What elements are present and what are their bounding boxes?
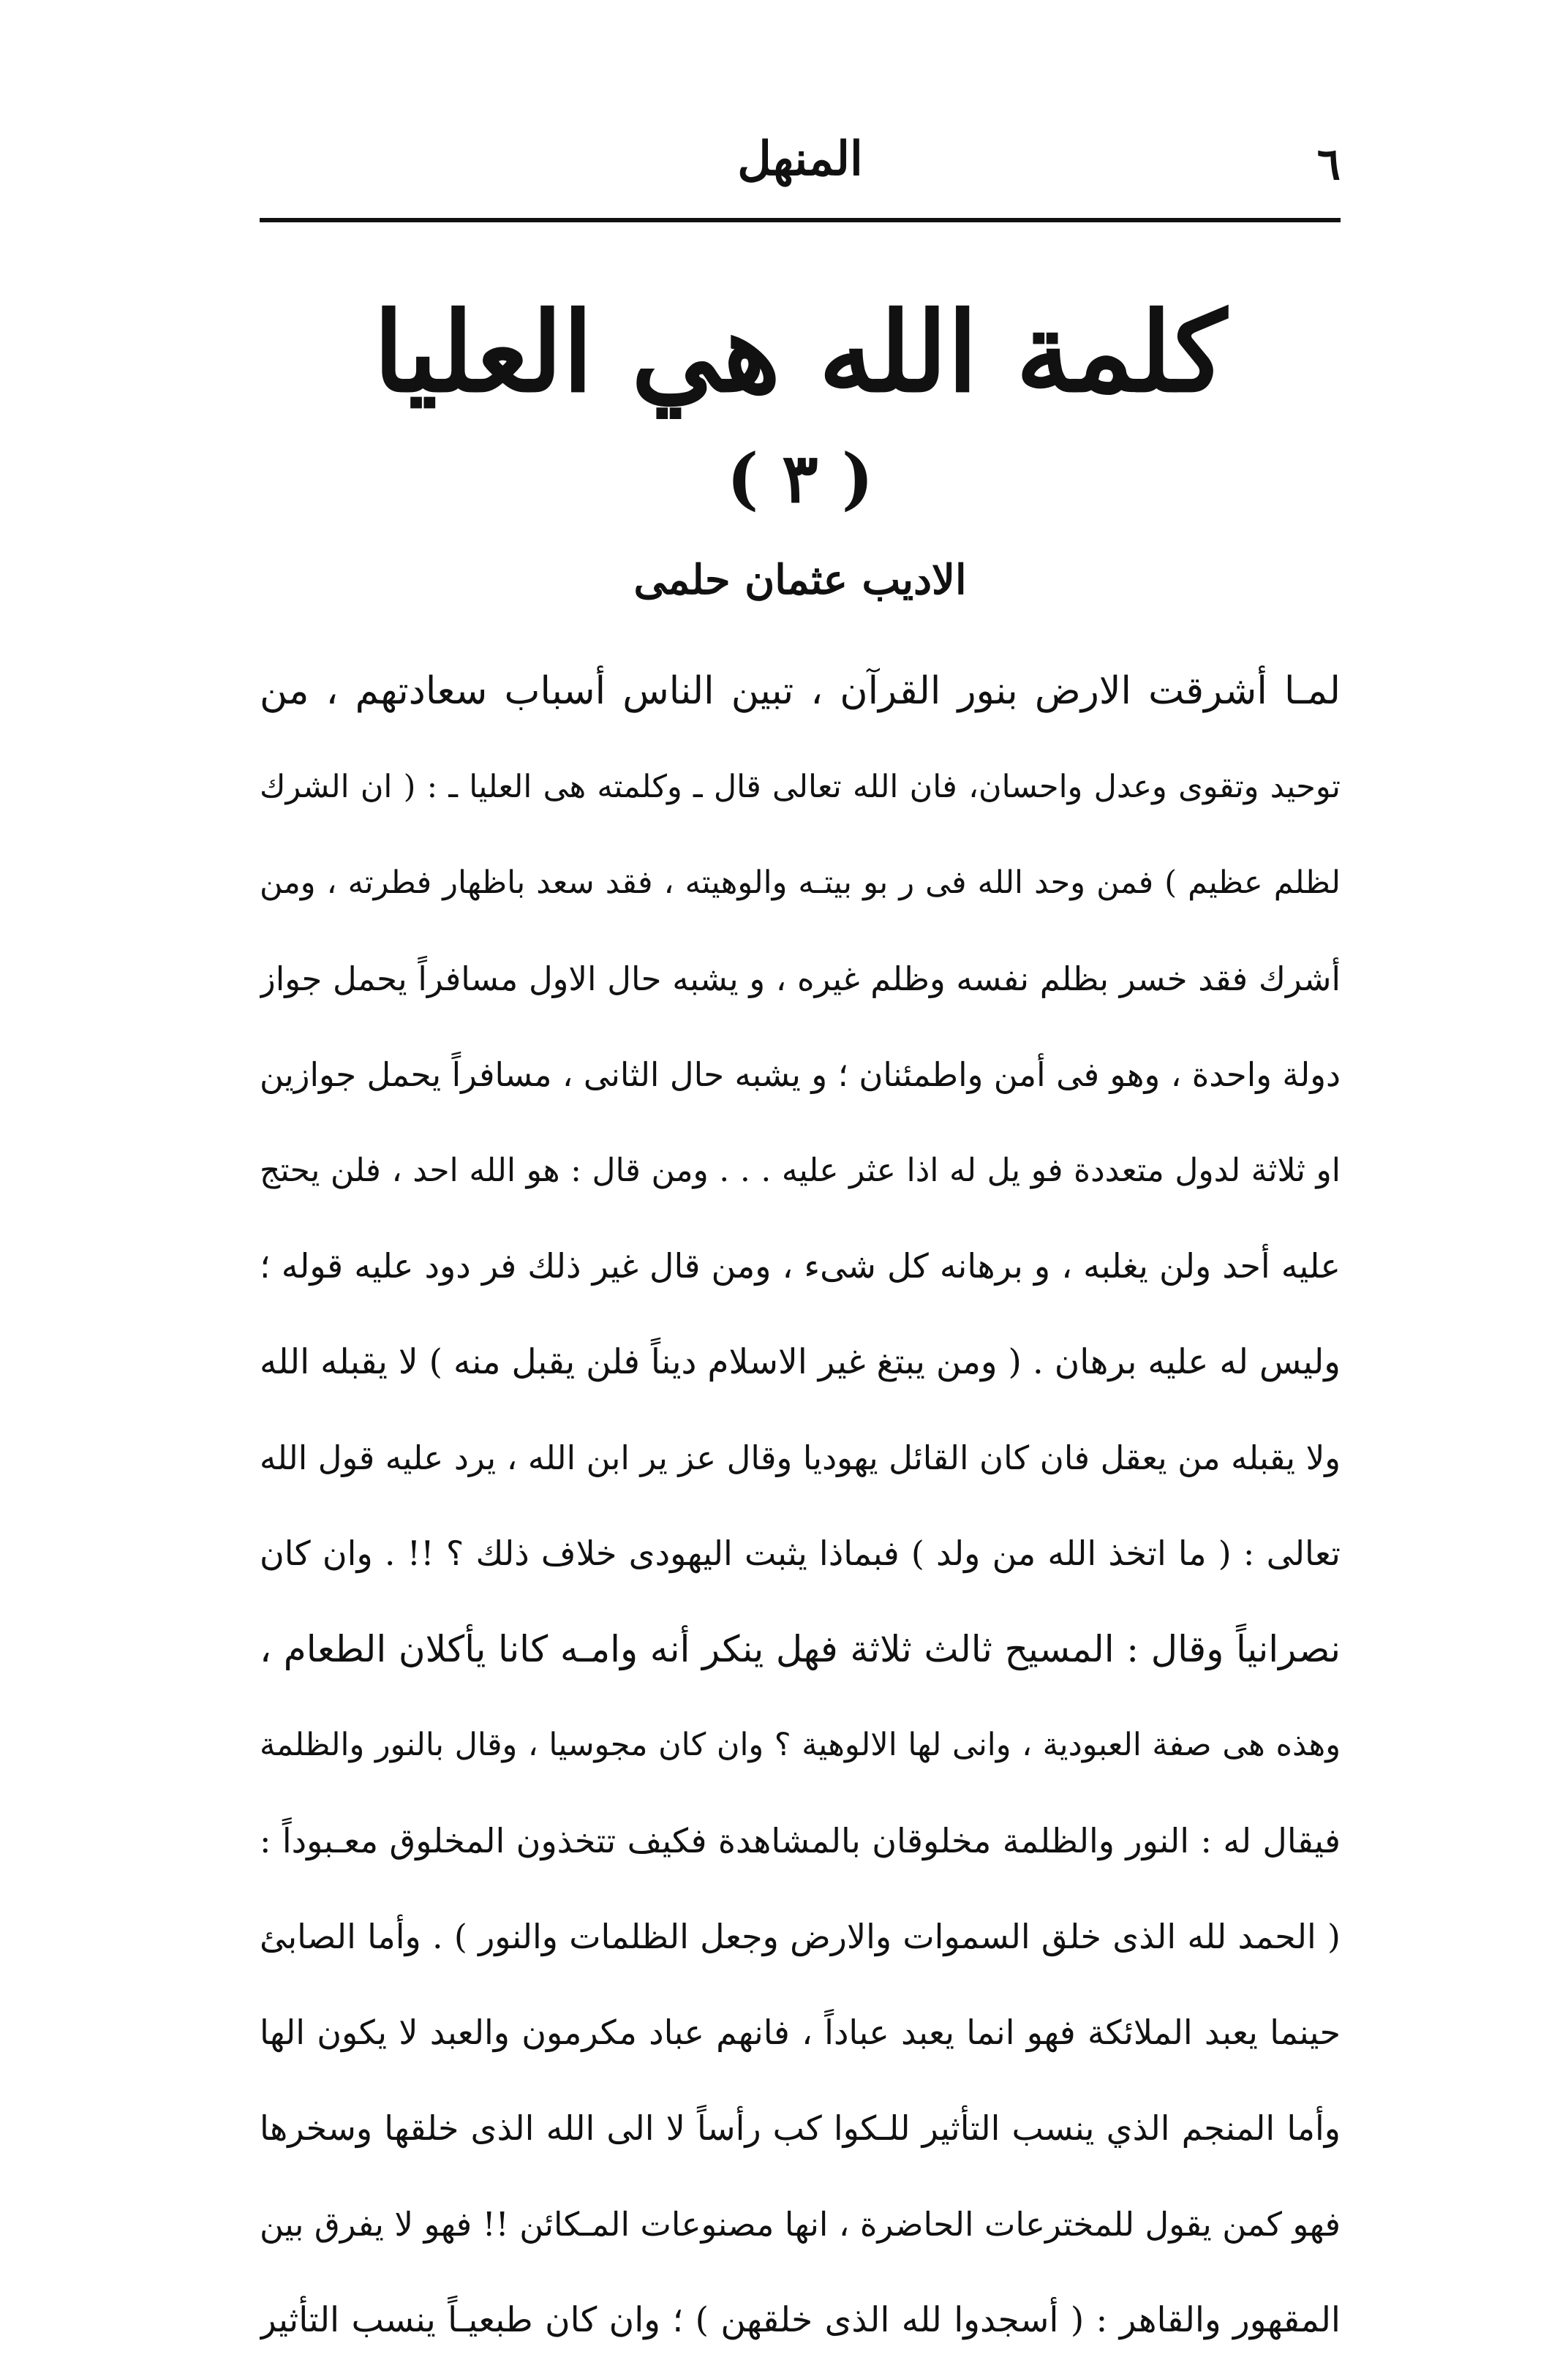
body-line: او ثلاثة لدول متعددة فو يل له اذا عثر عليه . . . ومن قال : هو الله احد ، فلن يحتج [260, 1152, 1341, 1189]
body-line: أشرك فقد خسر بظلم نفسه وظلم غيره ، و يشبه حال الاول مسافراً يحمل جواز [260, 959, 1341, 998]
body-line: لمـا أشرقت الارض بنور القرآن ، تبين الناس أسباب سعادتهم ، من [260, 669, 1341, 713]
journal-name: المنهل [737, 132, 863, 186]
article-part-number: ( ٣ ) [726, 439, 874, 518]
body-line: المقهور والقاهر : ( أسجدوا لله الذى خلقهن ) ؛ وان كان طبعيـاً ينسب التأثير [260, 2300, 1341, 2340]
body-line: فهو كمن يقول للمخترعات الحاضرة ، انها مصنوعات المـكائن !! فهو لا يفرق بين [260, 2205, 1341, 2244]
page-number: ٦ [1316, 139, 1341, 190]
body-line: وأما المنجم الذي ينسب التأثير للـكوا كب رأساً لا الى الله الذى خلقها وسخرها [260, 2108, 1341, 2148]
body-line: توحيد وتقوى وعدل واحسان، فان الله تعالى قال ـ وكلمته هى العليا ـ : ( ان الشرك [260, 769, 1341, 805]
article-body [260, 644, 1341, 2368]
body-line: وهذه هى صفة العبودية ، وانى لها الالوهية ؟ وان كان مجوسيا ، وقال بالنور والظلمة [260, 1727, 1341, 1763]
body-line: حينما يعبد الملائكة فهو انما يعبد عباداً ، فانهم عباد مكرمون والعبد لا يكون الها [260, 2013, 1341, 2052]
header-rule [260, 218, 1341, 222]
body-line: نصرانياً وقال : المسيح ثالث ثلاثة فهل ينكر أنه وامـه كانا يأكلان الطعام ، [260, 1628, 1341, 1670]
body-line: عليه أحد ولن يغلبه ، و برهانه كل شىء ، ومن قال غير ذلك فر دود عليه قوله ؛ [260, 1246, 1341, 1286]
body-line: دولة واحدة ، وهو فى أمن واطمئنان ؛ و يشبه حال الثانى ، مسافراً يحمل جوازين [260, 1055, 1341, 1094]
article-title: كلمة الله هي العليا [373, 288, 1227, 417]
body-line: فيقال له : النور والظلمة مخلوقان بالمشاهدة فكيف تتخذون المخلوق معـبوداً : [260, 1821, 1341, 1860]
page-header [260, 132, 1341, 212]
article-author: الاديب عثمان حلمى [633, 556, 967, 604]
body-line: وليس له عليه برهان . ( ومن يبتغ غير الاسلام ديناً فلن يقبل منه ) لا يقبله الله [260, 1342, 1341, 1382]
body-line: لظلم عظيم ) فمن وحد الله فى ر بو بيتـه والوهيته ، فقد سعد باظهار فطرته ، ومن [260, 864, 1341, 901]
body-line: ولا يقبله من يعقل فان كان القائل يهوديا وقال عز ير ابن الله ، يرد عليه قول الله [260, 1438, 1341, 1477]
body-line: ( الحمد لله الذى خلق السموات والارض وجعل الظلمات والنور ) . وأما الصابئ [260, 1917, 1341, 1956]
body-line: تعالى : ( ما اتخذ الله من ولد ) فبماذا يثبت اليهودى خلاف ذلك ؟ !! . وان كان [260, 1534, 1341, 1573]
